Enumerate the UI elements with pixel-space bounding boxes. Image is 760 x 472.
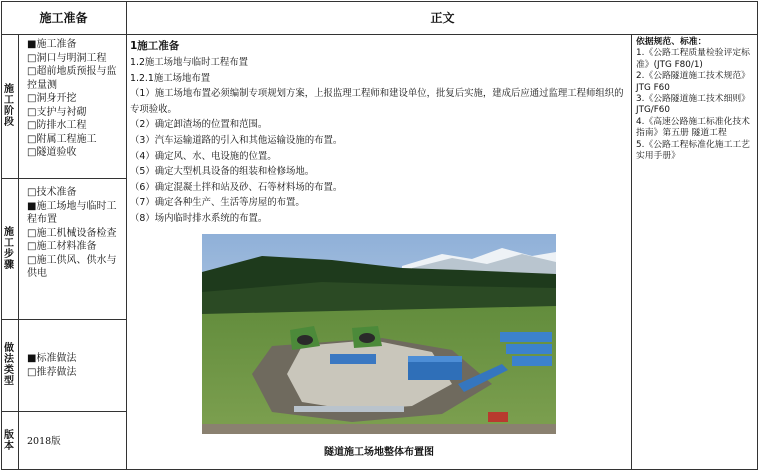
ref-item: 1.《公路工程质量检验评定标准》(JTG F80/1): [636, 48, 750, 70]
main-content: [130, 38, 628, 227]
method-label: 做 法 类 型: [4, 343, 14, 387]
list-item[interactable]: ■施工场地与临时工程布置: [27, 200, 117, 225]
list-item[interactable]: □推荐做法: [27, 366, 77, 378]
header-divider: [1, 34, 758, 35]
subsection-title: 1.2施工场地与临时工程布置: [130, 57, 249, 68]
method-version-divider: [1, 411, 126, 412]
paragraph: （7）确定各种生产、生活等房屋的布置。: [130, 197, 305, 209]
reference-standards: [636, 37, 754, 162]
refs-title: 依据规范、标准：: [636, 37, 707, 47]
paragraph: （8）场内临时排水系统的布置。: [130, 212, 268, 224]
steps-label: 施 工 步 骤: [4, 226, 14, 271]
label-column-divider: [18, 34, 19, 470]
subsubsection-title: 1.2.1施工场地布置: [130, 72, 211, 84]
refs-divider: [631, 34, 632, 470]
list-item[interactable]: □超前地质预报与监控量测: [27, 66, 117, 91]
stage-label: 施 工 阶 段: [4, 84, 14, 128]
list-item[interactable]: □施工机械设备检查: [27, 227, 117, 239]
list-item[interactable]: □技术准备: [27, 187, 77, 198]
list-item[interactable]: □洞身开挖: [27, 93, 77, 104]
stage-list: [27, 38, 125, 160]
list-item[interactable]: □防排水工程: [27, 120, 87, 131]
steps-method-divider: [1, 319, 126, 320]
list-item[interactable]: □洞口与明洞工程: [27, 52, 107, 64]
stage-steps-divider: [1, 178, 126, 179]
paragraph: （3）汽车运输道路的引入和其他运输设施的布置。: [130, 134, 343, 146]
header-right: 正文: [430, 11, 455, 25]
list-item[interactable]: ■施工准备: [27, 39, 77, 50]
photo-caption: 隧道施工场地整体布置图: [324, 447, 434, 458]
paragraph: （5）确定大型机具设备的组装和检修场地。: [130, 166, 315, 178]
ref-item: 3.《公路隧道施工技术细则》JTG/F60: [636, 94, 750, 116]
paragraph: （1）施工场地布置必须编制专项规划方案，上报监理工程师和建设单位，批复后实施，建成后应通过监理工程师组织的专项验收。: [130, 88, 624, 115]
steps-list: [27, 186, 125, 281]
ref-item: 2.《公路隧道施工技术规范》JTG F60: [636, 71, 750, 93]
site-layout-photo: [202, 234, 556, 434]
list-item[interactable]: □施工供风、供水与供电: [27, 254, 117, 279]
list-item[interactable]: □施工材料准备: [27, 241, 97, 252]
sidebar-divider: [126, 1, 127, 470]
header-left: 施工准备: [39, 11, 88, 25]
section-title: 1施工准备: [130, 40, 180, 52]
ref-item: 4.《高速公路施工标准化技术指南》第五册 隧道工程: [636, 116, 750, 139]
paragraph: （2）确定卸渣场的位置和范围。: [130, 119, 268, 131]
list-item[interactable]: □支护与衬砌: [27, 106, 87, 118]
version-label: 版 本: [4, 429, 14, 452]
site-photo-illustration: [202, 234, 556, 434]
version-value: 2018版: [27, 436, 61, 447]
paragraph: （4）确定风、水、电设施的位置。: [130, 150, 277, 162]
list-item[interactable]: □隧道验收: [27, 147, 77, 158]
list-item[interactable]: □附属工程施工: [27, 133, 97, 145]
method-list: [27, 352, 125, 379]
paragraph: （6）确定混凝土拌和站及砂、石等材料场的布置。: [130, 181, 343, 193]
ref-item: 5.《公路工程标准化施工工艺实用手册》: [636, 139, 750, 162]
list-item[interactable]: ■标准做法: [27, 353, 77, 364]
